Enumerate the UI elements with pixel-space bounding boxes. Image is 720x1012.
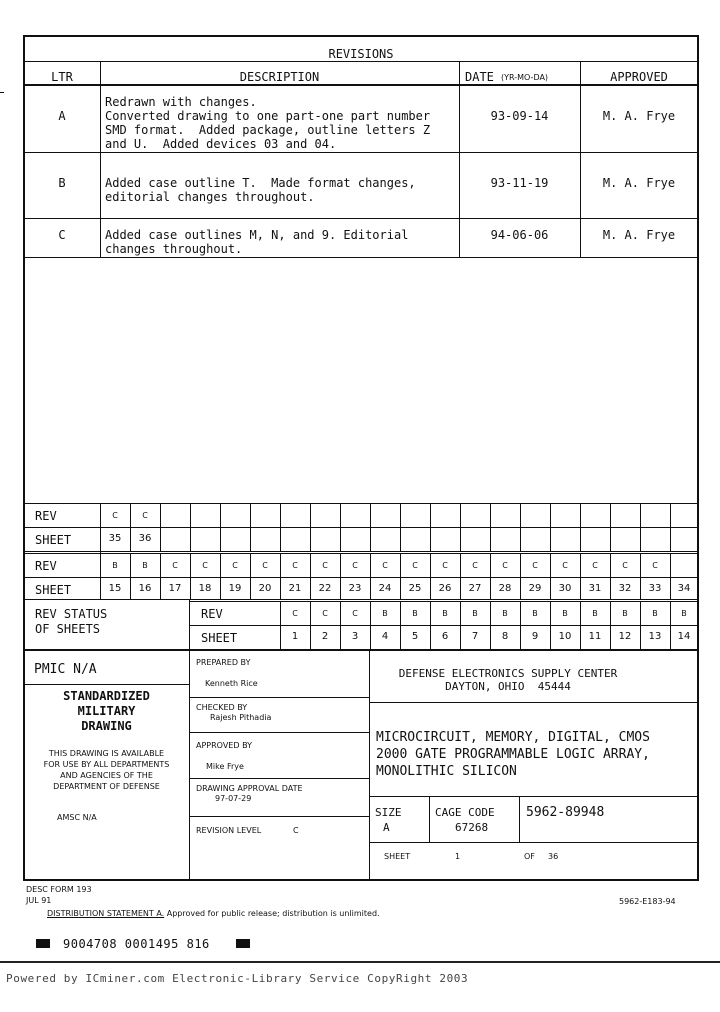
grid-line [610, 503, 611, 527]
sheet-number-cell: 28 [498, 583, 512, 594]
sheet-number-cell: 24 [378, 583, 392, 594]
rev-row-date: 93-09-14 [490, 109, 549, 123]
grid-line [280, 577, 281, 599]
sheet-number-cell: 15 [108, 583, 122, 594]
rev-letter-cell: B [592, 609, 598, 618]
sheet-number-cell: 34 [677, 583, 691, 594]
sheet-number-cell: 13 [648, 631, 662, 642]
grid-line [520, 527, 521, 551]
rev-row-approved: M. A. Frye [602, 109, 676, 123]
rev-letter-cell: C [622, 561, 628, 570]
sheet-number-cell: 8 [501, 631, 509, 642]
grid-line [24, 551, 698, 552]
grid-line [490, 503, 491, 527]
grid-line [160, 553, 161, 577]
grid-line [400, 503, 401, 527]
sheet-number-cell: 12 [618, 631, 632, 642]
grid-line [130, 527, 131, 551]
grid-line [24, 503, 698, 504]
rev-row-approved: M. A. Frye [602, 176, 676, 190]
rev-letter-cell: C [322, 609, 328, 618]
grid-line [250, 503, 251, 527]
sheet-number-cell: 18 [198, 583, 212, 594]
rev-row-ltr: C [58, 228, 66, 242]
sheet-number-cell: 33 [648, 583, 662, 594]
sheet-number-cell: 23 [348, 583, 362, 594]
sheet-number-cell: 2 [321, 631, 329, 642]
prepared-by-value: Kenneth Rice [205, 679, 258, 688]
rev-letter-cell: B [382, 609, 388, 618]
grid-line [580, 527, 581, 551]
sheet-number-cell: 10 [558, 631, 572, 642]
sheet-label: SHEET [384, 852, 411, 861]
grid-line [100, 553, 101, 577]
grid-line [24, 553, 698, 554]
grid-line [189, 599, 190, 649]
grid-line [280, 527, 281, 551]
grid-line [24, 599, 698, 600]
rev-letter-cell: C [292, 561, 298, 570]
grid-line [640, 527, 641, 551]
grid-line [580, 503, 581, 527]
rev-row-description: Added case outline T. Made format changes, editorial changes throughout. [105, 176, 416, 204]
grid-line [189, 625, 698, 626]
grid-line [220, 577, 221, 599]
rev-row-date: 94-06-06 [490, 228, 549, 242]
agency-name: DEFENSE ELECTRONICS SUPPLY CENTER DAYTON, OHIO 45444 [398, 667, 618, 693]
rev-letter-cell: C [202, 561, 208, 570]
grid-line [340, 577, 341, 599]
header-approved: APPROVED [610, 70, 668, 84]
grid-line [460, 577, 461, 599]
grid-line [520, 553, 521, 577]
rev-letter-cell: C [262, 561, 268, 570]
header-date: DATE [465, 70, 494, 84]
checked-by-value: Rajesh Pithadia [210, 713, 272, 722]
approval-date-label: DRAWING APPROVAL DATE [196, 784, 303, 793]
grid-line [400, 553, 401, 577]
grid-line [160, 503, 161, 527]
rev-letter-cell: C [412, 561, 418, 570]
sheet-value: 1 [455, 852, 461, 861]
sheet-number-cell: 29 [528, 583, 542, 594]
distribution-statement [47, 909, 380, 919]
sheet-number-cell: 4 [381, 631, 389, 642]
grid-line [310, 577, 311, 599]
grid-line [520, 503, 521, 527]
pmic-label: PMIC N/A [34, 662, 97, 677]
standardized-military-drawing: STANDARDIZED MILITARY DRAWING [63, 689, 150, 733]
rev-row-approved: M. A. Frye [602, 228, 676, 242]
rev-letter-cell: C [652, 561, 658, 570]
sheet-number-cell: 32 [618, 583, 632, 594]
rev-letter-cell: B [532, 609, 538, 618]
rev-letter-cell: B [652, 609, 658, 618]
grid-line [460, 553, 461, 577]
grid-line [160, 577, 161, 599]
grid-line [250, 527, 251, 551]
grid-line [250, 577, 251, 599]
grid-line [190, 577, 191, 599]
revision-level-value: C [293, 826, 299, 835]
rev-letter-cell: C [502, 561, 508, 570]
grid-line [430, 577, 431, 599]
grid-line [610, 577, 611, 599]
grid-line [220, 503, 221, 527]
barcode-number: 9004708 0001495 816 [63, 937, 210, 951]
rev-row-ltr: A [58, 109, 66, 123]
grid-line [520, 577, 521, 599]
rev-letter-cell: B [412, 609, 418, 618]
grid-line [310, 503, 311, 527]
grid-line [130, 577, 131, 599]
grid-line [490, 553, 491, 577]
rev-letter-cell: B [472, 609, 478, 618]
rev-grid-row-label: SHEET [35, 533, 72, 547]
grid-line [670, 527, 671, 551]
grid-line [190, 527, 191, 551]
rev-grid-row-label: SHEET [35, 583, 72, 597]
grid-line [250, 553, 251, 577]
distribution-label: DISTRIBUTION STATEMENT A. [47, 909, 165, 918]
grid-line [370, 527, 371, 551]
sheet-number-cell: 35 [108, 533, 122, 544]
footer-divider [0, 961, 720, 963]
size-label: SIZE [375, 806, 402, 819]
grid-line [189, 601, 698, 602]
sheet-number-cell: 27 [468, 583, 482, 594]
grid-line [220, 553, 221, 577]
rev-letter-cell: C [562, 561, 568, 570]
sheet-number-cell: 7 [471, 631, 479, 642]
grid-line [340, 553, 341, 577]
amsc-label: AMSC N/A [57, 813, 97, 822]
sheet-number-cell: 14 [677, 631, 691, 642]
sheet-number-cell: 20 [258, 583, 272, 594]
header-ltr: LTR [51, 70, 73, 84]
drawing-title: MICROCIRCUIT, MEMORY, DIGITAL, CMOS 2000 GATE PROGRAMMABLE LOGIC ARRAY, MONOLITHIC SILICON [376, 730, 650, 779]
rev-letter-cell: C [232, 561, 238, 570]
form-code: 5962-E183-94 [619, 897, 676, 906]
revisions-title: REVISIONS [328, 47, 394, 61]
rev-grid-row-label: REV [35, 559, 57, 573]
size-value: A [383, 821, 390, 834]
grid-line [580, 553, 581, 577]
rev-letter-cell: C [172, 561, 178, 570]
rev-grid-row-label: REV [201, 607, 223, 621]
of-value: 36 [548, 852, 559, 861]
grid-line [580, 577, 581, 599]
grid-line [670, 577, 671, 599]
rev-letter-cell: C [472, 561, 478, 570]
rev-letter-cell: B [112, 561, 118, 570]
rev-letter-cell: C [442, 561, 448, 570]
approved-by-label: APPROVED BY [196, 741, 253, 750]
sheet-number-cell: 26 [438, 583, 452, 594]
sheet-number-cell: 21 [288, 583, 302, 594]
drawing-number: 5962-89948 [526, 805, 605, 820]
grid-line [370, 553, 371, 577]
sheet-number-cell: 9 [531, 631, 539, 642]
header-date-format: (YR-MO-DA) [501, 73, 549, 82]
rev-letter-cell: B [562, 609, 568, 618]
barcode-block-icon [236, 939, 250, 948]
rev-letter-cell: B [502, 609, 508, 618]
grid-line [640, 553, 641, 577]
barcode-block-icon [36, 939, 50, 948]
rev-grid-row-label: REV [35, 509, 57, 523]
cage-code-label: CAGE CODE [435, 806, 495, 819]
distribution-text: Approved for public release; distribution is unlimited. [164, 909, 380, 918]
grid-line [280, 503, 281, 527]
grid-line [24, 527, 698, 528]
sheet-number-cell: 6 [441, 631, 449, 642]
rev-row-ltr: B [58, 176, 66, 190]
sheet-number-cell: 11 [588, 631, 602, 642]
cage-code-value: 67268 [455, 821, 489, 834]
rev-letter-cell: C [112, 511, 118, 520]
grid-line [24, 577, 698, 578]
rev-letter-cell: B [681, 609, 687, 618]
rev-status-label: REV STATUS OF SHEETS [35, 607, 108, 636]
rev-letter-cell: B [442, 609, 448, 618]
sheet-number-cell: 22 [318, 583, 332, 594]
grid-line [370, 503, 371, 527]
sheet-number-cell: 17 [168, 583, 182, 594]
grid-line [100, 527, 101, 551]
sheet-number-cell: 36 [138, 533, 152, 544]
sheet-number-cell: 30 [558, 583, 572, 594]
grid-line [190, 553, 191, 577]
grid-line [460, 527, 461, 551]
sheet-number-cell: 3 [351, 631, 359, 642]
grid-line [400, 527, 401, 551]
rev-letter-cell: B [622, 609, 628, 618]
rev-letter-cell: C [352, 561, 358, 570]
grid-line [130, 503, 131, 527]
revision-level-label: REVISION LEVEL [196, 826, 262, 835]
availability-statement: THIS DRAWING IS AVAILABLE FOR USE BY ALL DEPARTMENTS AND AGENCIES OF THE DEPARTMENT OF DEFENSE [43, 749, 170, 791]
rev-letter-cell: C [142, 511, 148, 520]
grid-line [670, 503, 671, 527]
grid-line [430, 553, 431, 577]
grid-line [220, 527, 221, 551]
powered-by-text: Powered by ICminer.com Electronic-Library Service CopyRight 2003 [6, 972, 469, 985]
grid-line [610, 553, 611, 577]
sheet-number-cell: 1 [291, 631, 299, 642]
grid-line [550, 577, 551, 599]
rev-letter-cell: C [322, 561, 328, 570]
grid-line [340, 503, 341, 527]
grid-line [460, 503, 461, 527]
grid-line [100, 503, 101, 527]
sheet-number-cell: 5 [411, 631, 419, 642]
approval-date-value: 97-07-29 [215, 794, 252, 803]
rev-letter-cell: B [142, 561, 148, 570]
checked-by-label: CHECKED BY [196, 703, 248, 712]
grid-line [310, 527, 311, 551]
rev-letter-cell: C [382, 561, 388, 570]
of-label: OF [524, 852, 535, 861]
grid-line [430, 503, 431, 527]
rev-row-description: Added case outlines M, N, and 9. Editorial changes throughout. [105, 228, 409, 256]
approved-by-value: Mike Frye [206, 762, 244, 771]
rev-letter-cell: C [592, 561, 598, 570]
sheet-number-cell: 19 [228, 583, 242, 594]
grid-line [400, 577, 401, 599]
grid-line [550, 527, 551, 551]
grid-line [100, 577, 101, 599]
grid-line [490, 577, 491, 599]
form-number: DESC FORM 193 JUL 91 [26, 885, 92, 905]
grid-line [670, 553, 671, 577]
grid-line [610, 527, 611, 551]
grid-line [340, 527, 341, 551]
sheet-number-cell: 31 [588, 583, 602, 594]
sheet-number-cell: 16 [138, 583, 152, 594]
header-description: DESCRIPTION [239, 70, 320, 84]
grid-line [490, 527, 491, 551]
rev-grid-row-label: SHEET [201, 631, 238, 645]
sheet-number-cell: 25 [408, 583, 422, 594]
grid-line [550, 553, 551, 577]
margin-mark [0, 92, 4, 93]
grid-line [430, 527, 431, 551]
grid-line [550, 503, 551, 527]
grid-line [310, 553, 311, 577]
grid-line [640, 503, 641, 527]
rev-letter-cell: C [532, 561, 538, 570]
rev-row-date: 93-11-19 [490, 176, 549, 190]
grid-line [130, 553, 131, 577]
rev-letter-cell: C [352, 609, 358, 618]
rev-letter-cell: C [292, 609, 298, 618]
grid-line [190, 503, 191, 527]
prepared-by-label: PREPARED BY [196, 658, 251, 667]
grid-line [370, 577, 371, 599]
grid-line [640, 577, 641, 599]
grid-line [160, 527, 161, 551]
rev-row-description: Redrawn with changes. Converted drawing to one part-one part number SMD format. Added package, outline letters Z and U. Added devices 03 and 04. [105, 95, 431, 151]
grid-line [280, 553, 281, 577]
